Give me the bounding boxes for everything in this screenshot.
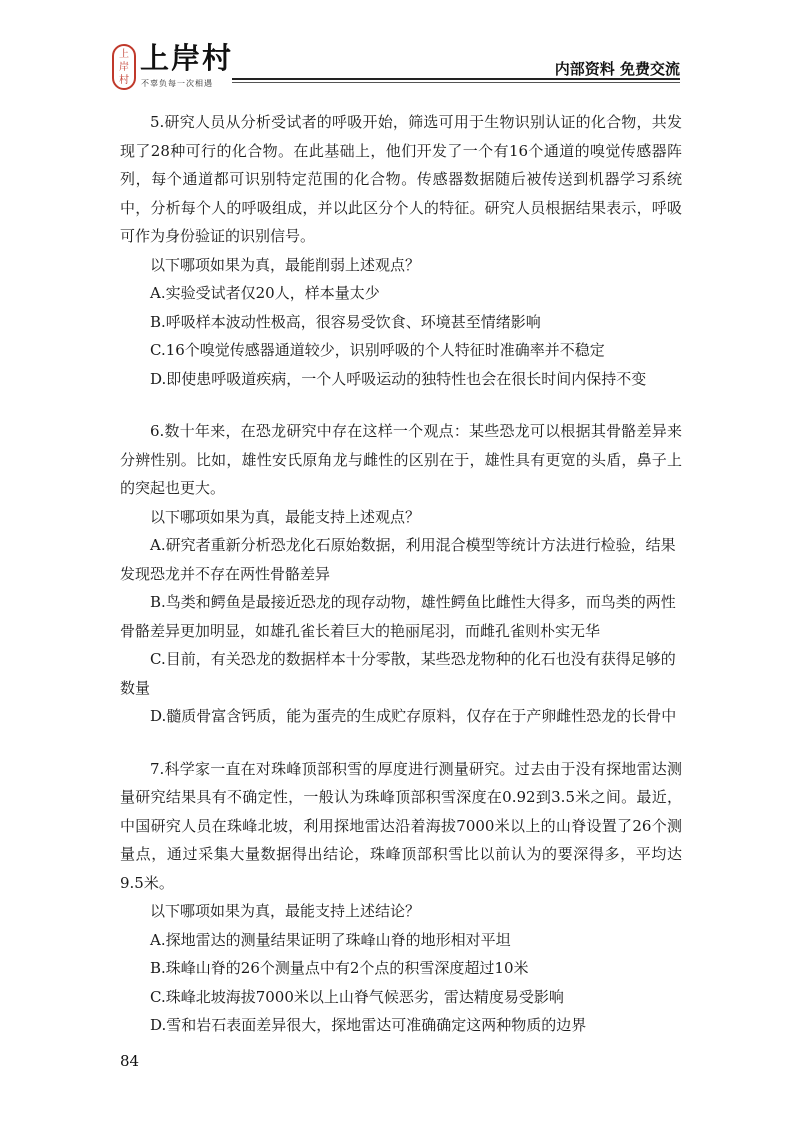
- option-b: B.呼吸样本波动性极高，很容易受饮食、环境甚至情绪影响: [150, 312, 541, 331]
- header-tag: 内部资料 免费交流: [554, 60, 680, 78]
- question-7: [120, 755, 682, 1040]
- question-stem: 5.研究人员从分析受试者的呼吸开始，筛选可用于生物识别认证的化合物，共发现了28种可行的化合物。在此基础上，他们开发了一个有16个通道的嗅觉传感器阵列，每个通道都可识别特定范围的化合物。传感器数据随后被传送到机器学习系统中，分析每个人的呼吸组成，并以此区分个人的特征。研究人员根据结果表示，呼吸可作为身份验证的识别信号。: [120, 113, 682, 245]
- logo-seal-char: 村: [119, 74, 129, 86]
- option-a: A.实验受试者仅20人，样本量太少: [150, 284, 380, 302]
- option-c: C.目前，有关恐龙的数据样本十分零散，某些恐龙物种的化石也没有获得足够的数量: [120, 650, 676, 697]
- option-b: B.鸟类和鳄鱼是最接近恐龙的现存动物，雄性鳄鱼比雌性大得多，而鸟类的两性骨骼差异更加明显，如雄孔雀长着巨大的艳丽尾羽，而雌孔雀则朴实无华: [120, 593, 676, 640]
- option-a: A.探地雷达的测量结果证明了珠峰山脊的地形相对平坦: [150, 930, 511, 949]
- question-stem: 7.科学家一直在对珠峰顶部积雪的厚度进行测量研究。过去由于没有探地雷达测量研究结果具有不确定性，一般认为珠峰顶部积雪深度在0.92到3.5米之间。最近，中国研究人员在珠峰北坡，利用探地雷达沿着海拔7000米以上的山脊设置了26个测量点，通过采集大量数据得出结论，珠峰顶部积雪比以前认为的要深得多，平均达9.5米。: [120, 759, 682, 892]
- question-stem: 6.数十年来，在恐龙研究中存在这样一个观点：某些恐龙可以根据其骨骼差异来分辨性别。比如，雄性安氏原角龙与雌性的区别在于，雄性具有更宽的头盾，鼻子上的突起也更大。: [120, 422, 682, 497]
- question-prompt: 以下哪项如果为真，最能支持上述结论？: [150, 902, 421, 920]
- logo-seal-char: 上: [119, 48, 129, 60]
- logo-seal-icon: [112, 44, 136, 90]
- option-b: B.珠峰山脊的26个测量点中有2个点的积雪深度超过10米: [150, 959, 529, 977]
- question-prompt: 以下哪项如果为真，最能支持上述观点？: [150, 507, 421, 526]
- option-c: C.16个嗅觉传感器通道较少，识别呼吸的个人特征时准确率并不稳定: [150, 341, 605, 359]
- option-a: A.研究者重新分析恐龙化石原始数据，利用混合模型等统计方法进行检验，结果发现恐龙并不存在两性骨骼差异: [120, 536, 676, 583]
- option-d: D.髓质骨富含钙质，能为蛋壳的生成贮存原料，仅存在于产卵雌性恐龙的长骨中: [150, 707, 677, 725]
- option-c: C.珠峰北坡海拔7000米以上山脊气候恶劣，雷达精度易受影响: [150, 987, 564, 1006]
- question-6: [120, 417, 682, 731]
- page-header: [0, 0, 800, 100]
- logo-seal-char: 岸: [119, 61, 129, 73]
- option-d: D.即使患呼吸道疾病，一个人呼吸运动的独特性也会在很长时间内保持不变: [150, 369, 647, 388]
- page-number: 84: [120, 1052, 140, 1070]
- question-prompt: 以下哪项如果为真，最能削弱上述观点？: [150, 255, 421, 274]
- logo-slogan: 不辜负每一次相遇: [141, 79, 213, 88]
- logo-name: 上岸村: [140, 41, 234, 75]
- option-d: D.雪和岩石表面差异很大，探地雷达可准确确定这两种物质的边界: [150, 1016, 587, 1034]
- header-divider-thin: [232, 82, 680, 83]
- page-content: [120, 108, 682, 1064]
- header-divider: [232, 78, 680, 80]
- question-5: [120, 108, 682, 393]
